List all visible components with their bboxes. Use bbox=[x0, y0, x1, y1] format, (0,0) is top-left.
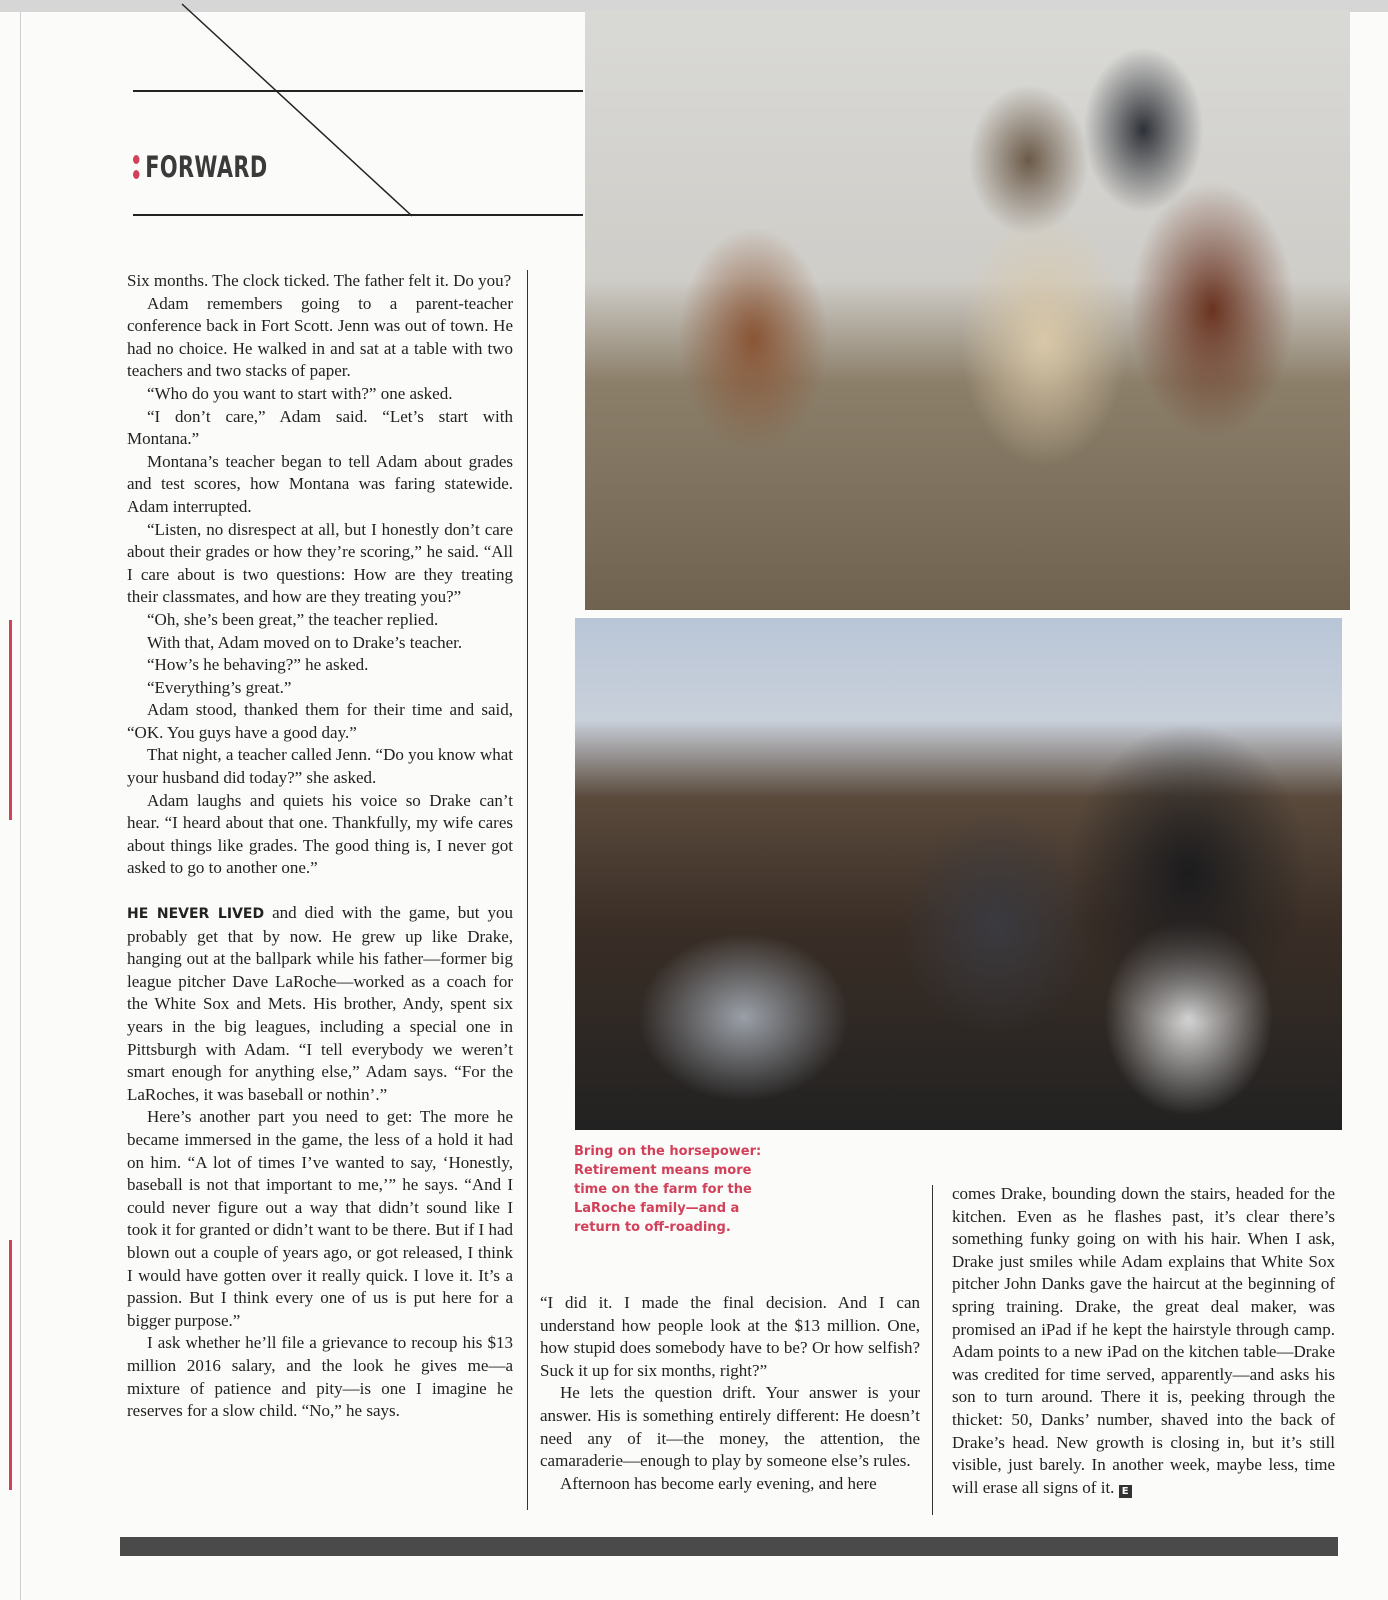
paragraph: Adam remembers going to a parent-teacher conference back in Fort Scott. Jenn was out of town. He had no choice. He walked in and sat at a table with two teachers and two stacks of paper. bbox=[127, 293, 513, 381]
column-rule bbox=[527, 270, 528, 1510]
paragraph: “I did it. I made the final decision. And I can understand how people look at the $13 million. One, how stupid does somebody have to be? Or how selfish? Suck it up for six months, right?” bbox=[540, 1293, 920, 1380]
kicker-dots-icon bbox=[133, 155, 139, 179]
paragraph: I ask whether he’ll file a grievance to recoup his $13 million 2016 salary, and the look he gives me—a mixture of patience and pity—is one I imagine he reserves for a slow child. “No,” he says. bbox=[127, 1333, 513, 1421]
paragraph: “How’s he behaving?” he asked. bbox=[147, 655, 369, 675]
end-mark-icon: E bbox=[1119, 1485, 1132, 1498]
paragraph: Adam laughs and quiets his voice so Drake can’t hear. “I heard about that one. Thankfully, my wife cares about things like grades. The good thing is, I never got asked to go to another one.” bbox=[127, 790, 513, 878]
paragraph: Six months. The clock ticked. The father felt it. Do you? bbox=[127, 271, 512, 290]
paragraph-text: comes Drake, bounding down the stairs, headed for the kitchen. Even as he flashes past, it’s clear there’s something funky going on with his hair. When I ask, Drake just smiles while Adam explains that White Sox pitcher John Danks gave the haircut at the beginning of spring training. Drake, the great deal maker, was promised an iPad if he kept the hairstyle through camp. Adam points to a new iPad on the kitchen table—Drake was credited for time served, apparently—and asks his son to turn around. There it is, peeking through the thicket: 50, Danks’ number, shaved into the back of Drake’s head. New growth is closing in, but it’s still visible, just barely. In another week, maybe less, time will erase all signs of it. bbox=[952, 1184, 1335, 1497]
paragraph: “Oh, she’s been great,” the teacher replied. bbox=[147, 609, 439, 629]
lead-in: HE NEVER LIVED bbox=[127, 906, 265, 923]
article-column-3 bbox=[952, 1183, 1335, 1499]
paragraph: He lets the question drift. Your answer is your answer. His is something entirely different: He doesn’t need any of it—the money, the attention, the camaraderie—enough to play by someone else’s rules. bbox=[540, 1383, 920, 1471]
header-diagonal-line bbox=[0, 0, 600, 230]
photo-off-road-family bbox=[575, 618, 1342, 1130]
paragraph: Montana’s teacher began to tell Adam about grades and test scores, how Montana was faring statewide. Adam interrupted. bbox=[127, 451, 513, 516]
paragraph-text: and died with the game, but you probably get that by now. He grew up like Drake, hanging out at the ballpark while his father—former big league pitcher Dave LaRoche—worked as a coach for the White Sox and Mets. His brother, Andy, spent six years in the big leagues, including a special one in Pittsburgh with Adam. “I tell everybody we weren’t smart enough for anything else,” Adam says. “For the LaRoches, it was baseball or nothin’.” bbox=[127, 903, 514, 1104]
footer-bar bbox=[120, 1537, 1338, 1556]
article-column-1 bbox=[127, 270, 513, 1423]
section-kicker bbox=[133, 150, 268, 184]
paragraph: “Who do you want to start with?” one asked. bbox=[147, 383, 453, 403]
red-edge-mark bbox=[9, 620, 12, 820]
paragraph: “Everything’s great.” bbox=[147, 677, 292, 697]
article-column-2 bbox=[540, 1292, 920, 1495]
paragraph: Afternoon has become early evening, and here bbox=[560, 1473, 877, 1493]
photo-horseback-riding bbox=[585, 10, 1350, 610]
column-rule bbox=[932, 1185, 933, 1515]
paragraph: “Listen, no disrespect at all, but I honestly don’t care about their grades or how they’re scoring,” he said. “All I care about is two questions: How are they treating their classmates, and how are they treating you?” bbox=[127, 519, 513, 607]
red-edge-mark bbox=[9, 1240, 12, 1490]
paragraph bbox=[952, 1183, 1335, 1499]
section-paragraph bbox=[127, 902, 513, 1106]
paragraph: That night, a teacher called Jenn. “Do you know what your husband did today?” she asked. bbox=[127, 745, 513, 788]
paragraph: With that, Adam moved on to Drake’s teacher. bbox=[147, 632, 463, 652]
paragraph: Here’s another part you need to get: The more he became immersed in the game, the less of a hold it had on him. “A lot of times I’ve wanted to say, ‘Honestly, baseball is not that important to me,’” he says. “And I could never figure out a way that didn’t sound like I took it for granted or didn’t want to be there. But if I had blown out a couple of years ago, or got released, I think I would have gotten over it really quick. I love it. It’s a passion. But I think every one of us is put here for a bigger purpose.” bbox=[127, 1107, 513, 1330]
page-edge bbox=[20, 12, 21, 1600]
kicker-label: FORWARD bbox=[145, 150, 268, 184]
photo-caption: Bring on the horsepower: Retirement means more time on the farm for the LaRoche family—and a return to off-roading. bbox=[574, 1144, 762, 1235]
paragraph: “I don’t care,” Adam said. “Let’s start with Montana.” bbox=[127, 406, 513, 449]
paragraph: Adam stood, thanked them for their time and said, “OK. You guys have a good day.” bbox=[127, 700, 513, 742]
